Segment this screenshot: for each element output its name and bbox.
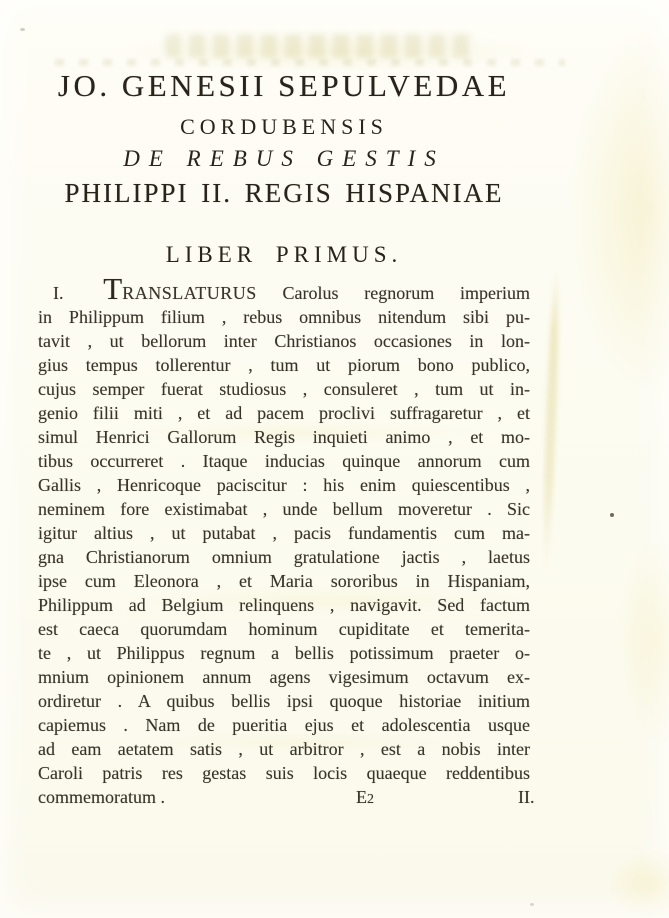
section-heading: LIBER PRIMUS. [165, 242, 403, 267]
text-line: capiemus . Nam de pueritia ejus et adolescentia usque [38, 715, 530, 735]
signature-letter: E [356, 787, 367, 807]
text-line: mnium opinionem annum agens vigesimum octavum ex- [38, 667, 530, 687]
text-line: te , ut Philippus regnum a bellis potissimum praeter o- [38, 643, 530, 663]
subject-heading: PHILIPPI II. REGIS HISPANIAE [64, 178, 504, 208]
text-line: igitur altius , ut putabat , pacis fundamentis cum ma- [38, 523, 530, 543]
paragraph-numeral: I. [53, 283, 64, 303]
text-line: in Philippum filium , rebus omnibus nitendum sibi pu- [38, 307, 530, 327]
author-heading: JO. GENESII SEPULVEDAE [57, 68, 511, 103]
first-line-text: Carolus regnorum imperium [282, 283, 530, 303]
text-line: neminem fore existimabat , unde bellum moveretur . Sic [38, 499, 530, 519]
signature-mark [356, 785, 374, 812]
text-line: tibus occurreret . Itaque inducias quinque annorum cum [38, 451, 530, 471]
text-line: simul Henrici Gallorum Regis inquieti animo , et mo- [38, 427, 530, 447]
paragraph-last-line [38, 785, 535, 809]
origin-heading: CORDUBENSIS [180, 114, 388, 139]
text-line: ordiretur . A quibus bellis ipsi quoque historiae initium [38, 691, 530, 711]
text-line: Gallis , Henricoque paciscitur : his enim quiescentibus , [38, 475, 530, 495]
signature-number: 2 [367, 792, 374, 807]
text-line: est caeca quorumdam hominum cupiditate et temerita- [38, 619, 530, 639]
ink-speck [20, 28, 25, 31]
drop-cap-initial: T [103, 271, 123, 306]
paragraph-body [38, 271, 535, 809]
ink-speck [610, 513, 614, 517]
text-line: genio filii miti , et ad pacem proclivi suffragaretur , et [38, 403, 530, 423]
last-line-text: commemoratum . [38, 787, 165, 807]
text-line: Caroli patris res gestas suis locis quaeque reddentibus [38, 763, 530, 783]
text-line: gna Christianorum omnium gratulatione jactis , laetus [38, 547, 530, 567]
text-line: tavit , ut bellorum inter Christianos occasiones in lon- [38, 331, 530, 351]
work-title-heading: DE REBUS GESTIS [123, 146, 445, 171]
first-word-caps: RANSLATURUS [122, 283, 257, 303]
text-line: ad eam aetatem satis , ut arbitror , est a nobis inter [38, 739, 530, 759]
text-column [38, 0, 535, 809]
paper-stain-streak [541, 268, 562, 573]
text-line: cujus semper fuerat studiosus , consuleret , tum ut in- [38, 379, 530, 399]
paragraph-first-line [38, 271, 530, 306]
ink-speck [530, 903, 534, 906]
text-line: gius tempus tollerentur , tum ut piorum bono publico, [38, 355, 530, 375]
text-line: Philippum ad Belgium relinquens , navigavit. Sed factum [38, 595, 530, 615]
text-line: ipse cum Eleonora , et Maria sororibus in Hispaniam, [38, 571, 530, 591]
catchword: II. [518, 787, 535, 807]
